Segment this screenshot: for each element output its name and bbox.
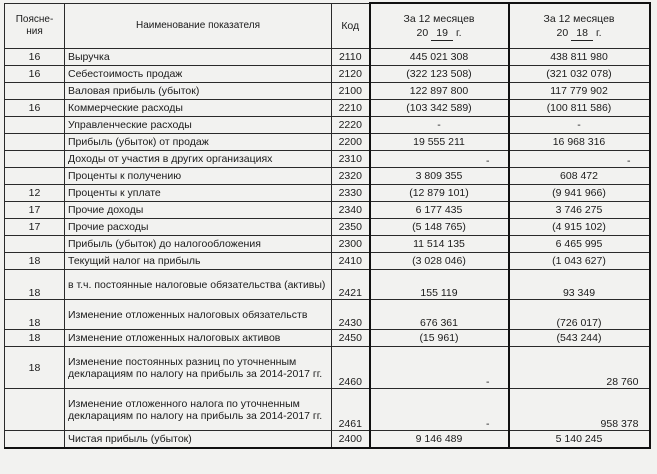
row-code: 2460 xyxy=(332,347,370,389)
row-code: 2340 xyxy=(332,202,370,219)
row-note: 17 xyxy=(5,202,65,219)
row-previous-value: 608 472 xyxy=(509,168,650,185)
row-code: 2400 xyxy=(332,431,370,449)
header-current-year-line xyxy=(374,26,505,41)
table-row xyxy=(5,185,650,202)
row-note: 16 xyxy=(5,66,65,83)
row-code: 2410 xyxy=(332,253,370,270)
header-row xyxy=(5,3,650,49)
header-current-year-suffix: г. xyxy=(456,26,462,39)
row-current-value: 3 809 355 xyxy=(370,168,509,185)
row-current-value: (5 148 765) xyxy=(370,219,509,236)
row-previous-value: (1 043 627) xyxy=(509,253,650,270)
row-name: Доходы от участия в других организациях xyxy=(65,151,332,168)
row-current-value: (3 028 046) xyxy=(370,253,509,270)
header-current-label: За 12 месяцев xyxy=(403,12,475,25)
row-name: Выручка xyxy=(65,49,332,66)
table-row xyxy=(5,202,650,219)
row-name: Изменение постоянных разниц по уточненным декларациям по налогу на прибыль за 2014-2017 гг. xyxy=(65,347,332,389)
table-row xyxy=(5,168,650,185)
row-current-value: - xyxy=(370,347,509,389)
row-note xyxy=(5,117,65,134)
row-code: 2421 xyxy=(332,270,370,300)
row-note: 18 xyxy=(5,330,65,347)
row-previous-value: (9 941 966) xyxy=(509,185,650,202)
row-note: 18 xyxy=(5,347,65,389)
table-row xyxy=(5,100,650,117)
header-previous-year-line xyxy=(513,26,646,41)
row-code: 2100 xyxy=(332,83,370,100)
row-previous-value: 6 465 995 xyxy=(509,236,650,253)
table-row xyxy=(5,151,650,168)
table-row xyxy=(5,236,650,253)
row-name: Проценты к уплате xyxy=(65,185,332,202)
row-note xyxy=(5,389,65,431)
table-row xyxy=(5,330,650,347)
row-note xyxy=(5,151,65,168)
row-current-value: (12 879 101) xyxy=(370,185,509,202)
header-current-year-prefix: 20 xyxy=(416,26,429,39)
row-code: 2300 xyxy=(332,236,370,253)
header-previous-year-suffix: г. xyxy=(596,26,602,39)
row-previous-value: (4 915 102) xyxy=(509,219,650,236)
row-previous-value: (321 032 078) xyxy=(509,66,650,83)
row-previous-value: 16 968 316 xyxy=(509,134,650,151)
row-name: Изменение отложенных налоговых активов xyxy=(65,330,332,347)
row-previous-value: - xyxy=(509,151,650,168)
row-current-value: - xyxy=(370,389,509,431)
table-row xyxy=(5,389,650,431)
row-code: 2430 xyxy=(332,300,370,330)
row-name: Проценты к получению xyxy=(65,168,332,185)
row-code: 2120 xyxy=(332,66,370,83)
header-previous-year: 18 xyxy=(571,26,593,41)
row-note: 18 xyxy=(5,300,65,330)
row-name: Текущий налог на прибыль xyxy=(65,253,332,270)
row-previous-value: (726 017) xyxy=(509,300,650,330)
income-statement-table xyxy=(4,2,651,449)
header-previous-year-prefix: 20 xyxy=(556,26,569,39)
row-name: Изменение отложенных налоговых обязательств xyxy=(65,300,332,330)
row-current-value: - xyxy=(370,151,509,168)
row-code: 2330 xyxy=(332,185,370,202)
row-name: Управленческие расходы xyxy=(65,117,332,134)
header-current-year: 19 xyxy=(431,26,453,41)
header-code: Код xyxy=(332,3,370,49)
table-row xyxy=(5,117,650,134)
header-previous-label: За 12 месяцев xyxy=(543,12,615,25)
row-name: Прибыль (убыток) от продаж xyxy=(65,134,332,151)
row-current-value: 19 555 211 xyxy=(370,134,509,151)
header-current-period xyxy=(370,3,509,49)
row-name: Коммерческие расходы xyxy=(65,100,332,117)
table-row xyxy=(5,49,650,66)
row-current-value: 445 021 308 xyxy=(370,49,509,66)
row-name: Прочие доходы xyxy=(65,202,332,219)
row-note xyxy=(5,236,65,253)
table-row xyxy=(5,270,650,300)
header-previous-period xyxy=(509,3,650,49)
row-current-value: - xyxy=(370,117,509,134)
row-code: 2310 xyxy=(332,151,370,168)
row-previous-value: - xyxy=(509,117,650,134)
row-code: 2110 xyxy=(332,49,370,66)
row-previous-value: (543 244) xyxy=(509,330,650,347)
row-current-value: 155 119 xyxy=(370,270,509,300)
row-note xyxy=(5,83,65,100)
row-note xyxy=(5,431,65,449)
row-code: 2220 xyxy=(332,117,370,134)
row-previous-value: 958 378 xyxy=(509,389,650,431)
row-code: 2320 xyxy=(332,168,370,185)
table-row xyxy=(5,347,650,389)
row-previous-value: 438 811 980 xyxy=(509,49,650,66)
row-code: 2210 xyxy=(332,100,370,117)
row-note: 12 xyxy=(5,185,65,202)
table-row xyxy=(5,431,650,449)
row-previous-value: 28 760 xyxy=(509,347,650,389)
row-current-value: (322 123 508) xyxy=(370,66,509,83)
row-note: 16 xyxy=(5,49,65,66)
row-name: в т.ч. постоянные налоговые обязательства (активы) xyxy=(65,270,332,300)
row-name: Прочие расходы xyxy=(65,219,332,236)
row-current-value: 122 897 800 xyxy=(370,83,509,100)
row-code: 2350 xyxy=(332,219,370,236)
row-current-value: (103 342 589) xyxy=(370,100,509,117)
row-previous-value: 93 349 xyxy=(509,270,650,300)
row-code: 2450 xyxy=(332,330,370,347)
header-name: Наименование показателя xyxy=(65,3,332,49)
table-row xyxy=(5,300,650,330)
row-code: 2200 xyxy=(332,134,370,151)
table-row xyxy=(5,219,650,236)
row-note xyxy=(5,168,65,185)
row-current-value: 676 361 xyxy=(370,300,509,330)
row-note: 17 xyxy=(5,219,65,236)
table-row xyxy=(5,66,650,83)
row-current-value: 6 177 435 xyxy=(370,202,509,219)
row-name: Чистая прибыль (убыток) xyxy=(65,431,332,449)
table-row xyxy=(5,83,650,100)
row-previous-value: 3 746 275 xyxy=(509,202,650,219)
row-name: Прибыль (убыток) до налогообложения xyxy=(65,236,332,253)
row-previous-value: 117 779 902 xyxy=(509,83,650,100)
table-row xyxy=(5,134,650,151)
table-row xyxy=(5,253,650,270)
row-previous-value: 5 140 245 xyxy=(509,431,650,449)
row-current-value: 9 146 489 xyxy=(370,431,509,449)
row-current-value: (15 961) xyxy=(370,330,509,347)
row-code: 2461 xyxy=(332,389,370,431)
row-name: Изменение отложенного налога по уточненным декларациям по налогу на прибыль за 2014-2017 гг. xyxy=(65,389,332,431)
row-note xyxy=(5,134,65,151)
header-note: Поясне-ния xyxy=(5,3,65,49)
row-note: 16 xyxy=(5,100,65,117)
row-current-value: 11 514 135 xyxy=(370,236,509,253)
row-name: Валовая прибыль (убыток) xyxy=(65,83,332,100)
row-name: Себестоимость продаж xyxy=(65,66,332,83)
row-previous-value: (100 811 586) xyxy=(509,100,650,117)
row-note: 18 xyxy=(5,253,65,270)
row-note: 18 xyxy=(5,270,65,300)
